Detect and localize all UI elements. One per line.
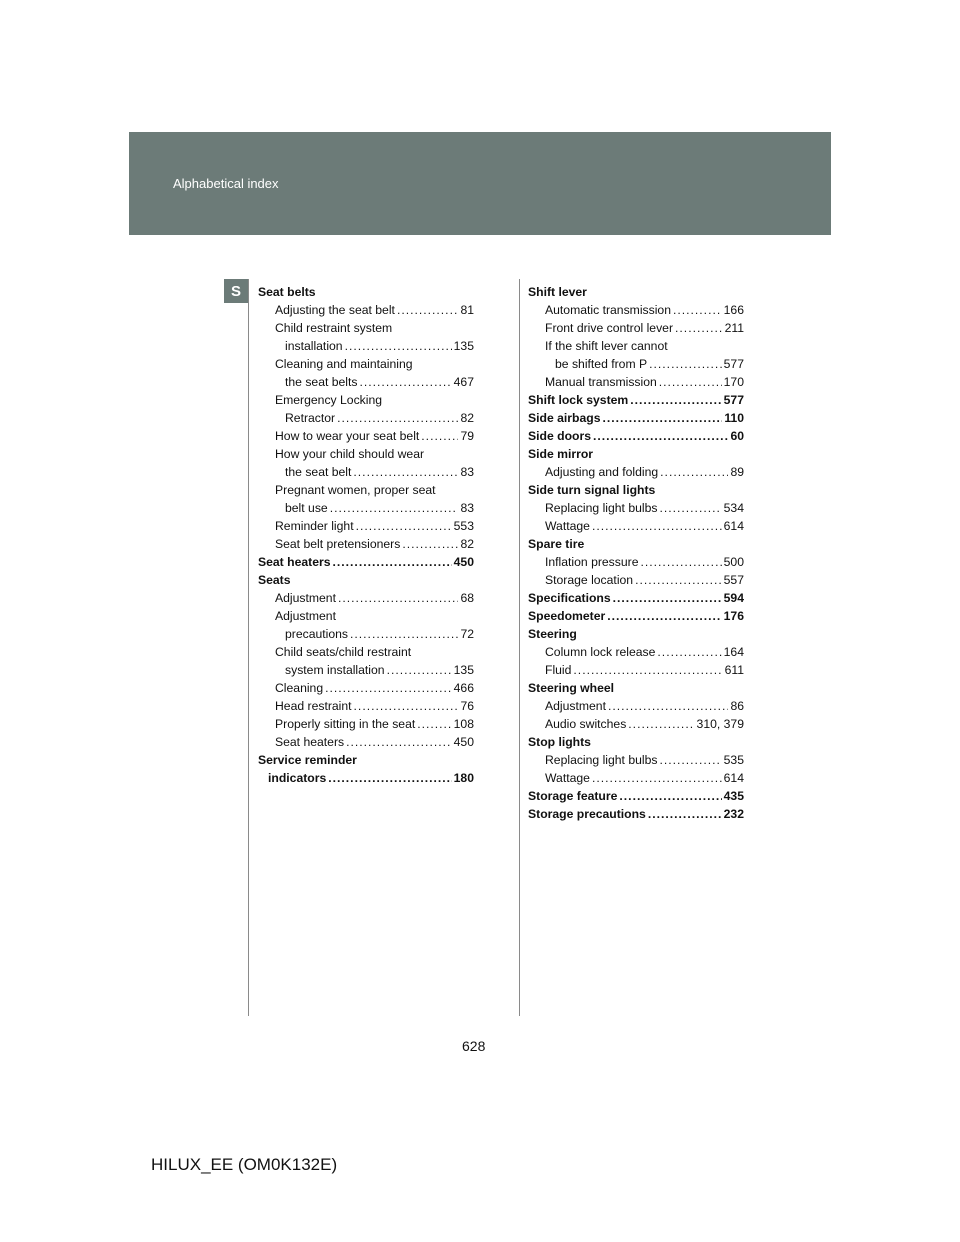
index-entry <box>258 535 474 553</box>
dot-leader <box>573 661 722 679</box>
index-entry-page: 135 <box>453 339 474 353</box>
index-entry-page: 164 <box>723 645 744 659</box>
index-entry-term: If the shift lever cannot <box>545 339 668 353</box>
index-entry <box>528 697 744 715</box>
index-entry-page: 86 <box>730 699 744 713</box>
index-entry-term: Properly sitting in the seat <box>275 717 416 731</box>
index-entry-term: Seats <box>258 573 291 587</box>
index-entry-term: Seat heaters <box>258 555 331 569</box>
index-entry-page: 467 <box>453 375 474 389</box>
index-entry-term: Storage feature <box>528 789 618 803</box>
dot-leader <box>608 697 728 715</box>
index-entry-term: Child seats/child restraint <box>275 645 412 659</box>
index-entry-page: 211 <box>724 321 744 335</box>
dot-leader <box>330 499 459 517</box>
index-entry-term: Adjustment <box>545 699 606 713</box>
section-letter-tab: S <box>224 279 248 303</box>
index-entry-page: 176 <box>723 609 744 623</box>
dot-leader <box>628 715 694 733</box>
index-entry-page: 500 <box>723 555 744 569</box>
index-entry-page: 466 <box>453 681 474 695</box>
index-entry-page: 577 <box>723 393 744 407</box>
index-entry-term: indicators <box>268 771 327 785</box>
dot-leader <box>360 373 452 391</box>
index-entry <box>528 463 744 481</box>
dot-leader <box>675 319 723 337</box>
index-entry-term: Column lock release <box>545 645 656 659</box>
index-entry-page: 81 <box>460 303 474 317</box>
index-entry-term: Side mirror <box>528 447 594 461</box>
index-entry-page: 82 <box>460 411 474 425</box>
index-entry-page: 553 <box>453 519 474 533</box>
index-entry-term: Storage location <box>545 573 634 587</box>
index-entry-term: Shift lever <box>528 285 587 299</box>
index-entry-term: Manual transmission <box>545 375 657 389</box>
index-entry-page: 72 <box>460 627 474 641</box>
index-column-left <box>258 283 474 787</box>
dot-leader <box>345 337 452 355</box>
index-entry <box>528 445 744 463</box>
index-entry-page: 110 <box>724 411 744 425</box>
index-entry-term: precautions <box>285 627 349 641</box>
dot-leader <box>607 607 721 625</box>
index-entry-page: 435 <box>723 789 744 803</box>
index-entry <box>258 751 474 769</box>
index-entry <box>528 625 744 643</box>
index-entry <box>528 499 744 517</box>
index-entry-term: How your child should wear <box>275 447 425 461</box>
index-entry <box>528 571 744 589</box>
index-entry-term: Seat belt pretensioners <box>275 537 401 551</box>
dot-leader <box>338 589 458 607</box>
index-entry <box>528 661 744 679</box>
index-entry <box>258 643 474 661</box>
index-entry-term: Adjusting and folding <box>545 465 659 479</box>
index-entry <box>528 787 744 805</box>
dot-leader <box>421 427 458 445</box>
dot-leader <box>673 301 722 319</box>
index-entry-term: Steering wheel <box>528 681 615 695</box>
index-entry-page: 68 <box>460 591 474 605</box>
dot-leader <box>593 427 728 445</box>
index-entry <box>528 337 744 355</box>
dot-leader <box>641 553 722 571</box>
index-entry <box>528 427 744 445</box>
index-entry-page: 60 <box>730 429 744 443</box>
index-entry <box>528 535 744 553</box>
index-entry <box>258 355 474 373</box>
index-entry <box>258 499 474 517</box>
index-entry <box>258 463 474 481</box>
index-entry <box>528 553 744 571</box>
dot-leader <box>354 697 459 715</box>
index-entry-term: Child restraint system <box>275 321 393 335</box>
header-title: Alphabetical index <box>173 176 279 191</box>
index-entry-page: 614 <box>723 519 744 533</box>
index-entry-term: Storage precautions <box>528 807 646 821</box>
index-entry-page: 232 <box>723 807 744 821</box>
index-entry <box>528 283 744 301</box>
index-entry <box>258 319 474 337</box>
index-entry-term: Cleaning <box>275 681 324 695</box>
index-entry <box>258 337 474 355</box>
index-entry <box>528 481 744 499</box>
index-entry-term: Emergency Locking <box>275 393 383 407</box>
index-entry <box>528 355 744 373</box>
index-entry-term: Side airbags <box>528 411 601 425</box>
dot-leader <box>659 499 721 517</box>
dot-leader <box>356 517 452 535</box>
index-entry-term: be shifted from P <box>555 357 648 371</box>
index-entry <box>528 733 744 751</box>
dot-leader <box>402 535 458 553</box>
index-entry <box>528 319 744 337</box>
dot-leader <box>328 769 451 787</box>
index-entry-term: installation <box>285 339 343 353</box>
dot-leader <box>337 409 458 427</box>
index-entry-term: Adjustment <box>275 609 336 623</box>
index-entry <box>258 679 474 697</box>
index-entry-page: 180 <box>453 771 474 785</box>
index-entry <box>258 607 474 625</box>
index-entry <box>258 571 474 589</box>
index-entry-page: 557 <box>723 573 744 587</box>
index-entry <box>258 373 474 391</box>
index-entry-page: 79 <box>460 429 474 443</box>
index-entry-term: belt use <box>285 501 328 515</box>
index-entry-term: Steering <box>528 627 577 641</box>
index-entry-term: Fluid <box>545 663 572 677</box>
index-entry-page: 166 <box>723 303 744 317</box>
index-entry <box>528 769 744 787</box>
page-number: 628 <box>462 1038 486 1054</box>
dot-leader <box>417 715 451 733</box>
dot-leader <box>602 409 722 427</box>
index-entry <box>528 607 744 625</box>
index-entry-term: Reminder light <box>275 519 354 533</box>
index-entry <box>258 589 474 607</box>
index-entry-page: 135 <box>453 663 474 677</box>
index-entry-term: Automatic transmission <box>545 303 671 317</box>
index-entry-term: Speedometer <box>528 609 606 623</box>
index-entry-term: Cleaning and maintaining <box>275 357 413 371</box>
index-entry-term: Seat belts <box>258 285 316 299</box>
index-entry-term: Spare tire <box>528 537 585 551</box>
dot-leader <box>333 553 452 571</box>
index-entry-term: Wattage <box>545 771 590 785</box>
index-entry-page: 76 <box>460 699 474 713</box>
index-entry-page: 89 <box>730 465 744 479</box>
index-entry <box>258 283 474 301</box>
index-entry-term: Seat heaters <box>275 735 345 749</box>
index-entry-term: Audio switches <box>545 717 627 731</box>
dot-leader <box>660 463 728 481</box>
index-entry-term: Side turn signal lights <box>528 483 656 497</box>
index-entry <box>258 715 474 733</box>
index-entry-page: 534 <box>723 501 744 515</box>
index-entry-page: 450 <box>453 735 474 749</box>
index-entry <box>258 661 474 679</box>
index-entry <box>258 769 474 787</box>
index-entry-page: 450 <box>453 555 474 569</box>
index-entry-term: Specifications <box>528 591 611 605</box>
index-entry <box>258 301 474 319</box>
index-entry-term: Front drive control lever <box>545 321 674 335</box>
index-entry <box>258 409 474 427</box>
index-entry-page: 614 <box>723 771 744 785</box>
index-entry <box>258 625 474 643</box>
index-entry-page: 83 <box>460 501 474 515</box>
index-entry <box>258 427 474 445</box>
index-column-right <box>528 283 744 823</box>
index-entry-page: 170 <box>723 375 744 389</box>
index-entry <box>528 301 744 319</box>
index-entry-term: Stop lights <box>528 735 591 749</box>
index-entry <box>528 805 744 823</box>
index-entry <box>528 409 744 427</box>
index-entry <box>258 391 474 409</box>
index-entry-term: Shift lock system <box>528 393 629 407</box>
index-entry <box>258 733 474 751</box>
dot-leader <box>630 391 721 409</box>
index-entry-term: Side doors <box>528 429 591 443</box>
index-entry <box>528 589 744 607</box>
dot-leader <box>350 625 458 643</box>
index-entry-page: 594 <box>723 591 744 605</box>
index-entry-page: 83 <box>460 465 474 479</box>
index-entry-page: 82 <box>460 537 474 551</box>
index-entry-term: Adjustment <box>275 591 336 605</box>
dot-leader <box>659 751 721 769</box>
index-entry <box>528 751 744 769</box>
index-entry <box>528 643 744 661</box>
dot-leader <box>592 517 722 535</box>
index-entry-term: How to wear your seat belt <box>275 429 420 443</box>
dot-leader <box>657 643 721 661</box>
index-entry <box>528 517 744 535</box>
dot-leader <box>353 463 458 481</box>
dot-leader <box>649 355 722 373</box>
dot-leader <box>325 679 452 697</box>
index-entry <box>258 481 474 499</box>
index-entry-term: Retractor <box>285 411 336 425</box>
index-entry <box>528 391 744 409</box>
index-entry-page: 577 <box>723 357 744 371</box>
index-entry-term: Adjusting the seat belt <box>275 303 395 317</box>
index-entry-page: 611 <box>724 663 744 677</box>
dot-leader <box>648 805 722 823</box>
index-entry-term: the seat belt <box>285 465 352 479</box>
index-entry-term: Inflation pressure <box>545 555 639 569</box>
footer-document-code: HILUX_EE (OM0K132E) <box>151 1155 338 1174</box>
dot-leader <box>635 571 722 589</box>
column-divider-middle <box>519 279 520 1016</box>
index-entry-term: Replacing light bulbs <box>545 501 658 515</box>
dot-leader <box>592 769 722 787</box>
index-entry <box>528 715 744 733</box>
dot-leader <box>397 301 459 319</box>
index-entry-term: Service reminder <box>258 753 357 767</box>
index-entry-term: Head restraint <box>275 699 352 713</box>
index-entry-page: 310, 379 <box>696 717 744 731</box>
dot-leader <box>387 661 452 679</box>
index-entry <box>528 679 744 697</box>
index-entry-term: Wattage <box>545 519 590 533</box>
dot-leader <box>346 733 452 751</box>
index-entry-term: Replacing light bulbs <box>545 753 658 767</box>
dot-leader <box>619 787 721 805</box>
index-entry-term: the seat belts <box>285 375 358 389</box>
dot-leader <box>659 373 722 391</box>
index-entry-term: system installation <box>285 663 385 677</box>
index-entry-page: 108 <box>453 717 474 731</box>
index-entry <box>258 517 474 535</box>
index-entry <box>528 373 744 391</box>
dot-leader <box>613 589 722 607</box>
index-entry <box>258 445 474 463</box>
index-entry <box>258 697 474 715</box>
column-divider-left <box>248 279 249 1016</box>
index-entry-page: 535 <box>723 753 744 767</box>
index-entry <box>258 553 474 571</box>
index-entry-term: Pregnant women, proper seat <box>275 483 436 497</box>
